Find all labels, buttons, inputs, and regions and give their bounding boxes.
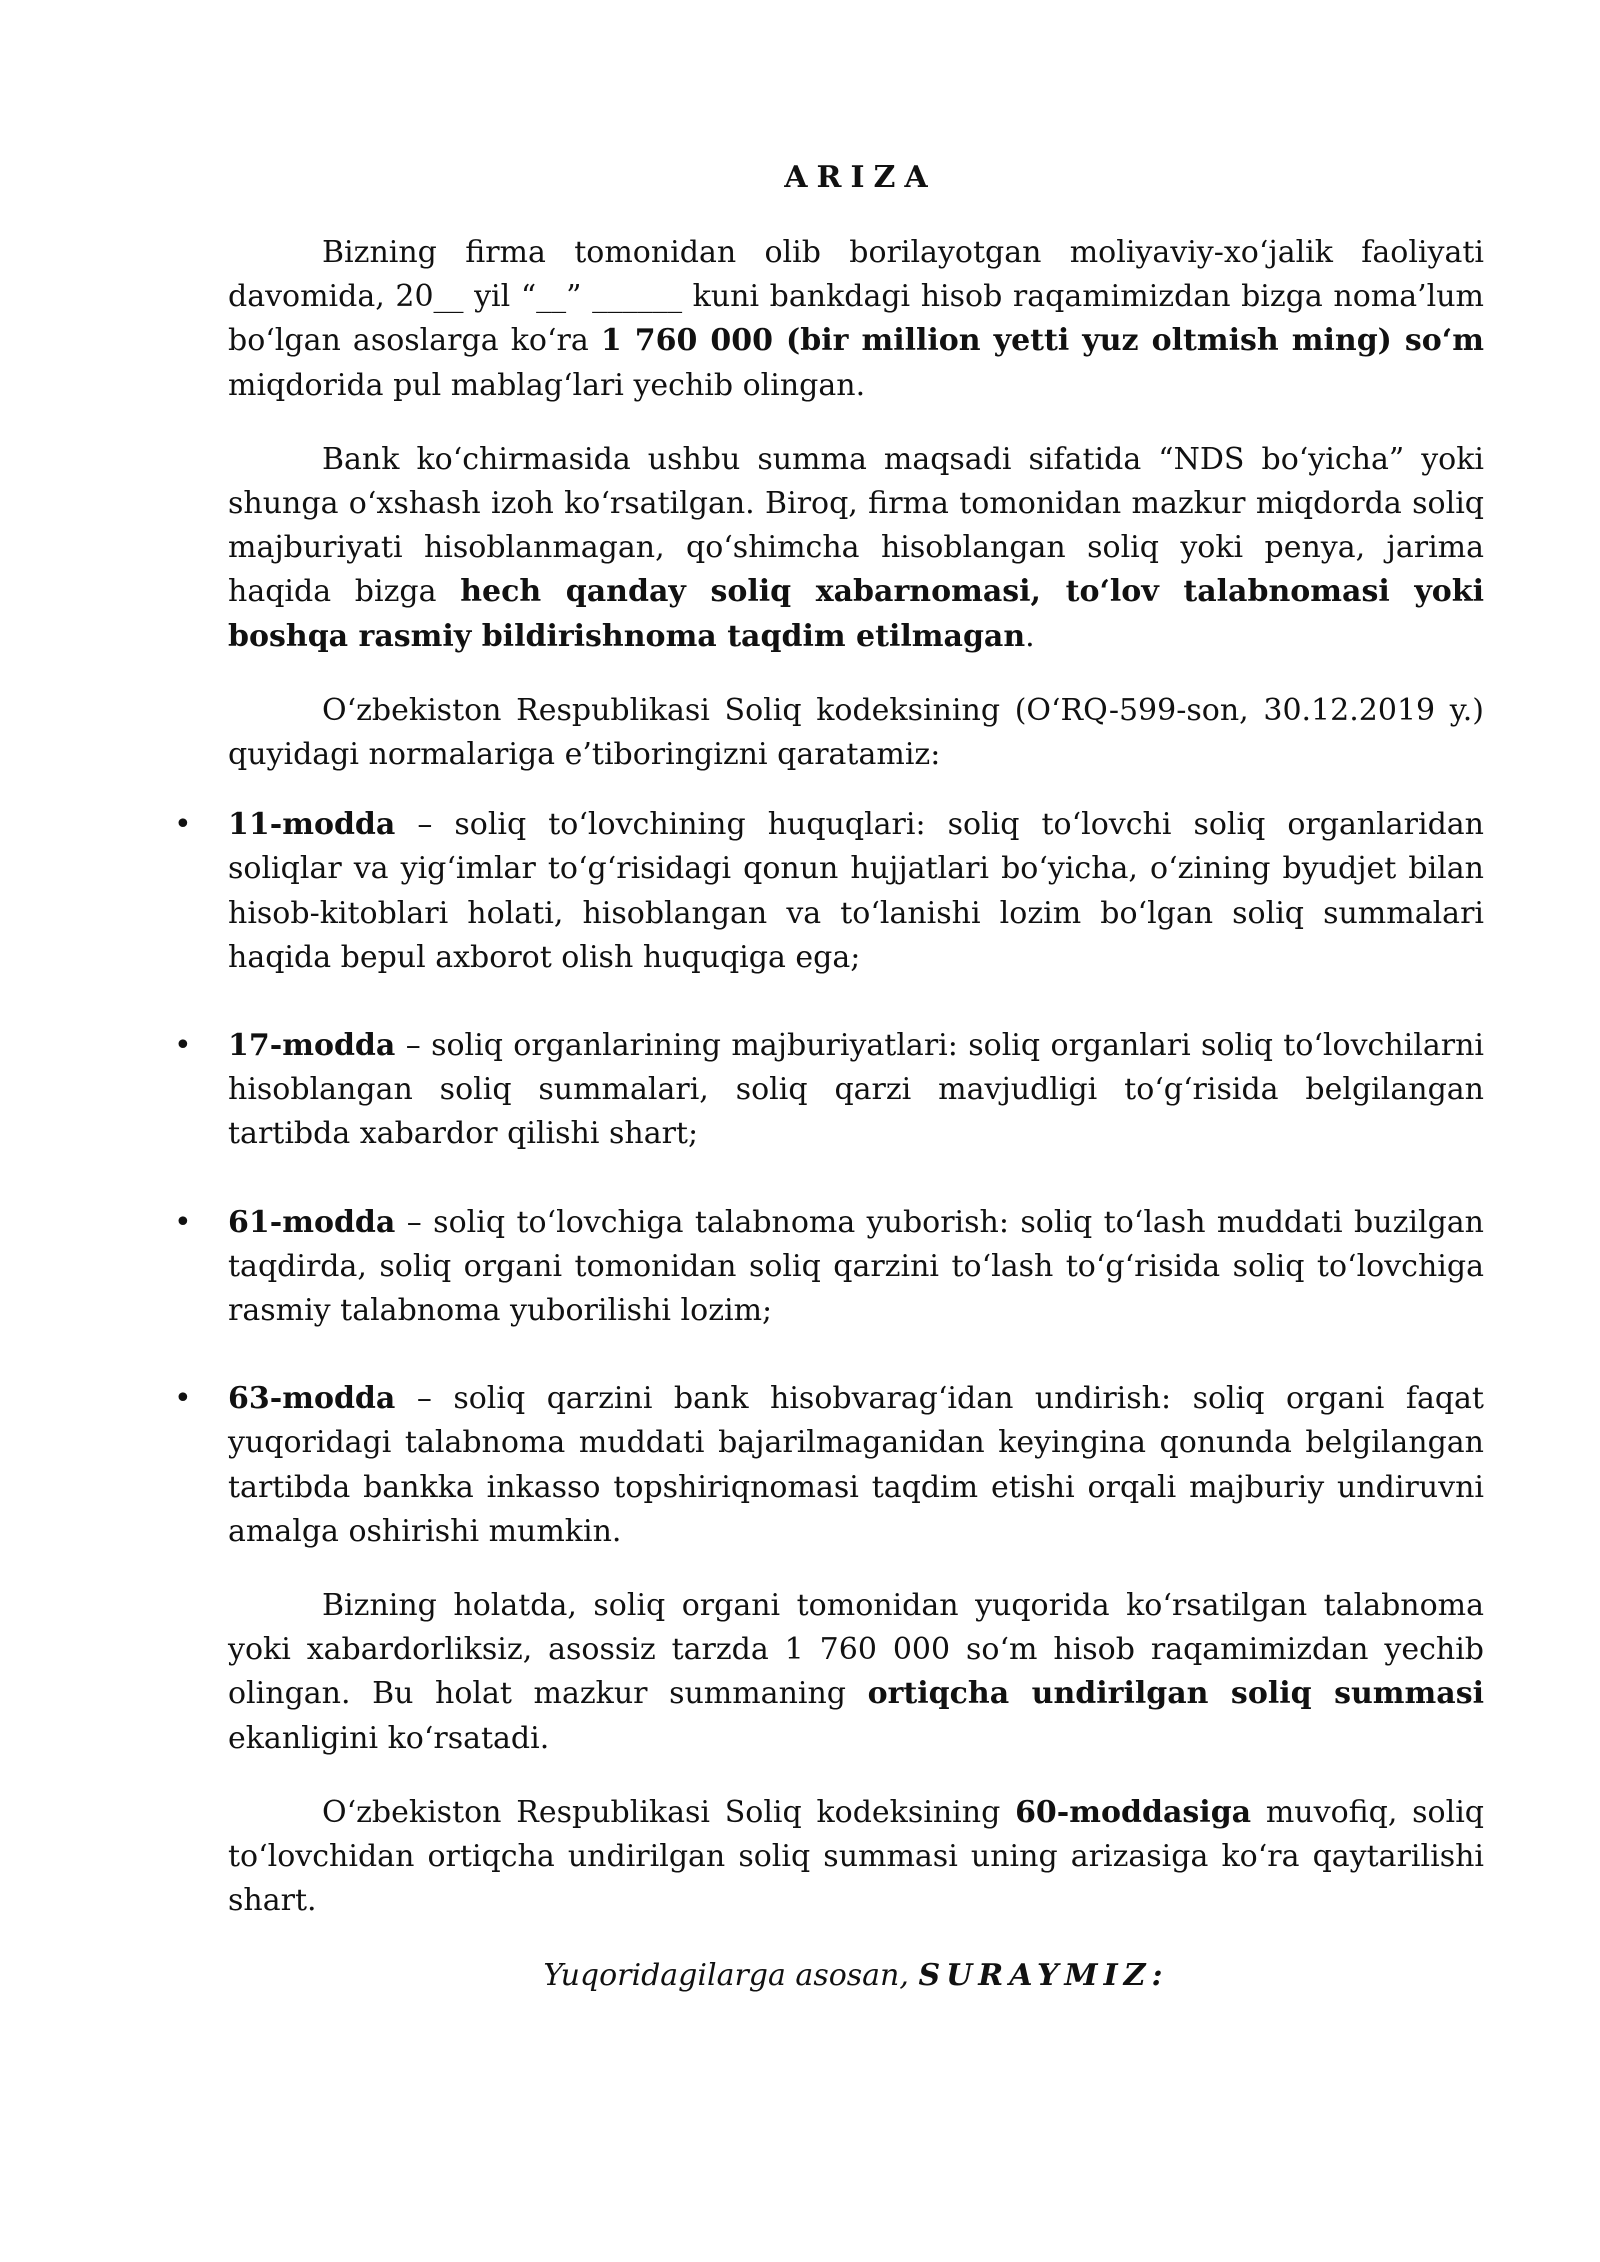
closing-text: Yuqoridagilarga asosan, [543, 1957, 919, 1993]
paragraph-text: Bizning firma tomonidan olib borilayotgan moliyaviy-xo‘jalik faoliyati davomida, 20__ yil “__” ______ kuni bankdagi hisob raqamimizdan bizga noma’lum bo‘lgan asoslarga ko‘ra [228, 235, 1484, 359]
article-text: – soliq to‘lovchiga talabnoma yuborish: soliq to‘lash muddati buzilgan taqdirda, soliq organi tomonidan soliq qarzini to‘lash to‘g‘risida soliq to‘lovchiga rasmiy talabnoma yuborilishi lozim; [228, 1204, 1484, 1329]
emphasis-bold: ortiqcha undirilgan soliq summasi [867, 1676, 1484, 1712]
list-item [228, 803, 1484, 980]
article-list [228, 803, 1484, 1554]
paragraph-text: miqdorida pul mablag‘lari yechib olingan. [228, 367, 866, 403]
paragraph-text: O‘zbekiston Respublikasi Soliq kodeksining [322, 1794, 1016, 1830]
paragraph-tax-code-intro: O‘zbekiston Respublikasi Soliq kodeksining (O‘RQ-599-son, 30.12.2019 y.) quyidagi normalariga e’tiboringizni qaratamiz: [228, 692, 1484, 773]
article-text: – soliq organlarining majburiyatlari: soliq organlari soliq to‘lovchilarni hisoblangan soliq summalari, soliq qarzi mavjudligi to‘g‘risida belgilangan tartibda xabardor qilishi shart; [228, 1028, 1484, 1152]
list-item [228, 1024, 1484, 1157]
article-number: 61-modda [228, 1204, 396, 1240]
paragraph-text: Bizning holatda, soliq organi tomonidan yuqorida ko‘rsatilgan talabnoma yoki xabardorliksiz, asossiz tarzda 1 760 000 so‘m hisob raqamimizdan yechib olingan. Bu holat mazkur summaning [228, 1588, 1484, 1712]
article-text: – soliq to‘lovchining huquqlari: soliq to‘lovchi soliq organlaridan soliqlar va yig‘imlar to‘g‘risidagi qonun hujjatlari bo‘yicha, o‘zining byudjet bilan hisob-kitoblari holati, hisoblangan va to‘lanishi lozim bo‘lgan soliq summalari haqida bepul axborot olish huquqiga ega; [228, 807, 1484, 975]
article-number: 63-modda [228, 1381, 396, 1417]
paragraph-text: . [1025, 618, 1035, 654]
list-item [228, 1201, 1484, 1334]
document-title: ARIZA [784, 160, 937, 195]
emphasis-bold: hech qanday soliq xabarnomasi, to‘lov talabnomasi yoki boshqa rasmiy bildirishnoma taqdim etilmagan [228, 574, 1484, 654]
article-text: – soliq qarzini bank hisobvarag‘idan undirish: soliq organi faqat yuqoridagi talabnoma muddati bajarilmaganidan keyingina qonunda belgilangan tartibda bankka inkasso topshiriqnomasi taqdim etishi orqali majburiy undiruvni amalga oshirishi mumkin. [228, 1381, 1484, 1549]
list-item [228, 1377, 1484, 1554]
document-page [228, 160, 1484, 1998]
paragraph-text: ekanligini ko‘rsatadi. [228, 1720, 550, 1756]
paragraph-overpayment [228, 1584, 1484, 1761]
closing-line [228, 1954, 1484, 1998]
paragraph-text: Bank ko‘chirmasida ushbu summa maqsadi sifatida “NDS bo‘yicha” yoki shunga o‘xshash izoh ko‘rsatilgan. Biroq, firma tomonidan mazkur miqdorda soliq majburiyati hisoblanmagan, qo‘shimcha hisoblangan soliq yoki penya, jarima haqida bizga [228, 441, 1484, 610]
article-number: 11-modda [228, 807, 396, 843]
paragraph-withdrawal [228, 231, 1484, 408]
article-number: 17-modda [228, 1028, 396, 1064]
amount-bold: 1 760 000 (bir million yetti yuz oltmish ming) so‘m [600, 323, 1484, 359]
paragraph-bank-statement [228, 438, 1484, 659]
emphasis-bold: 60-moddasiga [1015, 1794, 1252, 1830]
closing-request: SURAYMIZ: [918, 1957, 1169, 1993]
paragraph-text: muvofiq, soliq to‘lovchidan ortiqcha undirilgan soliq summasi uning arizasiga ko‘ra qaytarilishi shart. [228, 1794, 1484, 1919]
paragraph-refund-basis [228, 1791, 1484, 1924]
